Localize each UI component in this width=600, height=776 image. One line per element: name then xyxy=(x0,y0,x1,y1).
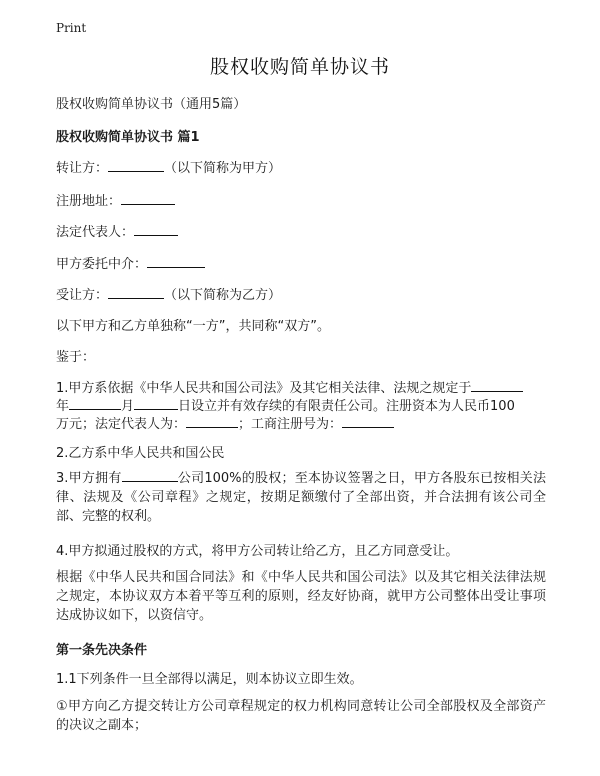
clause-4: 4.甲方拟通过股权的方式，将甲方公司转让给乙方，且乙方同意受让。 xyxy=(56,544,459,559)
transferee-suffix: （以下简称为乙方） xyxy=(164,288,282,303)
clause-1-line-2 xyxy=(56,395,515,414)
reg-address-label: 注册地址： xyxy=(56,194,122,209)
clause-3 xyxy=(56,468,546,526)
legal-rep-blank xyxy=(134,222,178,236)
agent-label: 甲方委托中介： xyxy=(56,257,148,272)
clause-1-date-blank xyxy=(471,378,523,392)
legal-rep-line xyxy=(56,221,178,240)
clause-3-company-blank xyxy=(122,468,178,482)
transferee-blank xyxy=(108,285,164,299)
document-subtitle: 股权收购简单协议书（通用5篇） xyxy=(56,97,247,112)
clause-1-line-1 xyxy=(56,377,523,396)
clause-1-year-label: 年 xyxy=(56,399,70,414)
document-title: 股权收购简单协议书 xyxy=(209,56,390,78)
transferor-label: 转让方： xyxy=(56,161,109,176)
clause-1-rep-blank xyxy=(186,414,238,428)
clause-1-reg-label: ；工商注册号为： xyxy=(238,417,343,432)
whereas-label: 鉴于： xyxy=(56,350,96,365)
transferor-line xyxy=(56,157,281,176)
clause-1-line-3 xyxy=(56,413,394,432)
clause-1-year-blank xyxy=(69,396,121,410)
clause-1-reg-blank xyxy=(342,414,394,428)
reg-address-blank xyxy=(121,191,175,205)
clause-3-text-a: 3.甲方拥有 xyxy=(56,471,122,486)
clause-1-month-label: 月 xyxy=(121,399,135,414)
clause-1-text-c: 日设立并有效存续的有限责任公司。注册资本为人民币100 xyxy=(178,399,515,414)
transferor-blank xyxy=(108,158,164,172)
section-1-1: 1.1下列条件一旦全部得以满足，则本协议立即生效。 xyxy=(56,672,363,687)
party-note: 以下甲方和乙方单独称“一方”，共同称“双方”。 xyxy=(56,319,330,334)
clause-1-text-a: 1.甲方系依据《中华人民共和国公司法》及其它相关法律、法规之规定于 xyxy=(56,381,472,396)
basis-paragraph: 根据《中华人民共和国合同法》和《中华人民共和国公司法》以及其它相关法律法规之规定，本协议双方本着平等互利的原则，经友好协商，就甲方公司整体出受让事项达成协议如下，以资信守。 xyxy=(56,570,546,623)
transferor-suffix: （以下简称为甲方） xyxy=(164,161,282,176)
reg-address-line xyxy=(56,190,175,209)
transferee-line xyxy=(56,284,281,303)
clause-2: 2.乙方系中华人民共和国公民 xyxy=(56,446,225,461)
section-1-heading: 第一条先决条件 xyxy=(56,643,148,658)
agent-line xyxy=(56,253,205,272)
article-heading: 股权收购简单协议书 篇1 xyxy=(56,130,200,145)
clause-3-text-b: 公司100%的股权；至本协议签署之日，甲方各股东已按相关法律、法规及《公司章程》之规定，按期足额缴付了全部出资，并合法拥有该公司全部、完整的权利。 xyxy=(56,471,547,524)
legal-rep-label: 法定代表人： xyxy=(56,225,135,240)
agent-blank xyxy=(147,254,205,268)
transferee-label: 受让方： xyxy=(56,288,109,303)
section-1-item-1: ①甲方向乙方提交转让方公司章程规定的权力机构同意转让公司全部股权及全部资产的决议之副本； xyxy=(56,699,546,733)
clause-1-month-blank xyxy=(134,396,178,410)
clause-1-rep-label: 万元；法定代表人为： xyxy=(56,417,187,432)
print-link[interactable]: Print xyxy=(56,21,87,35)
